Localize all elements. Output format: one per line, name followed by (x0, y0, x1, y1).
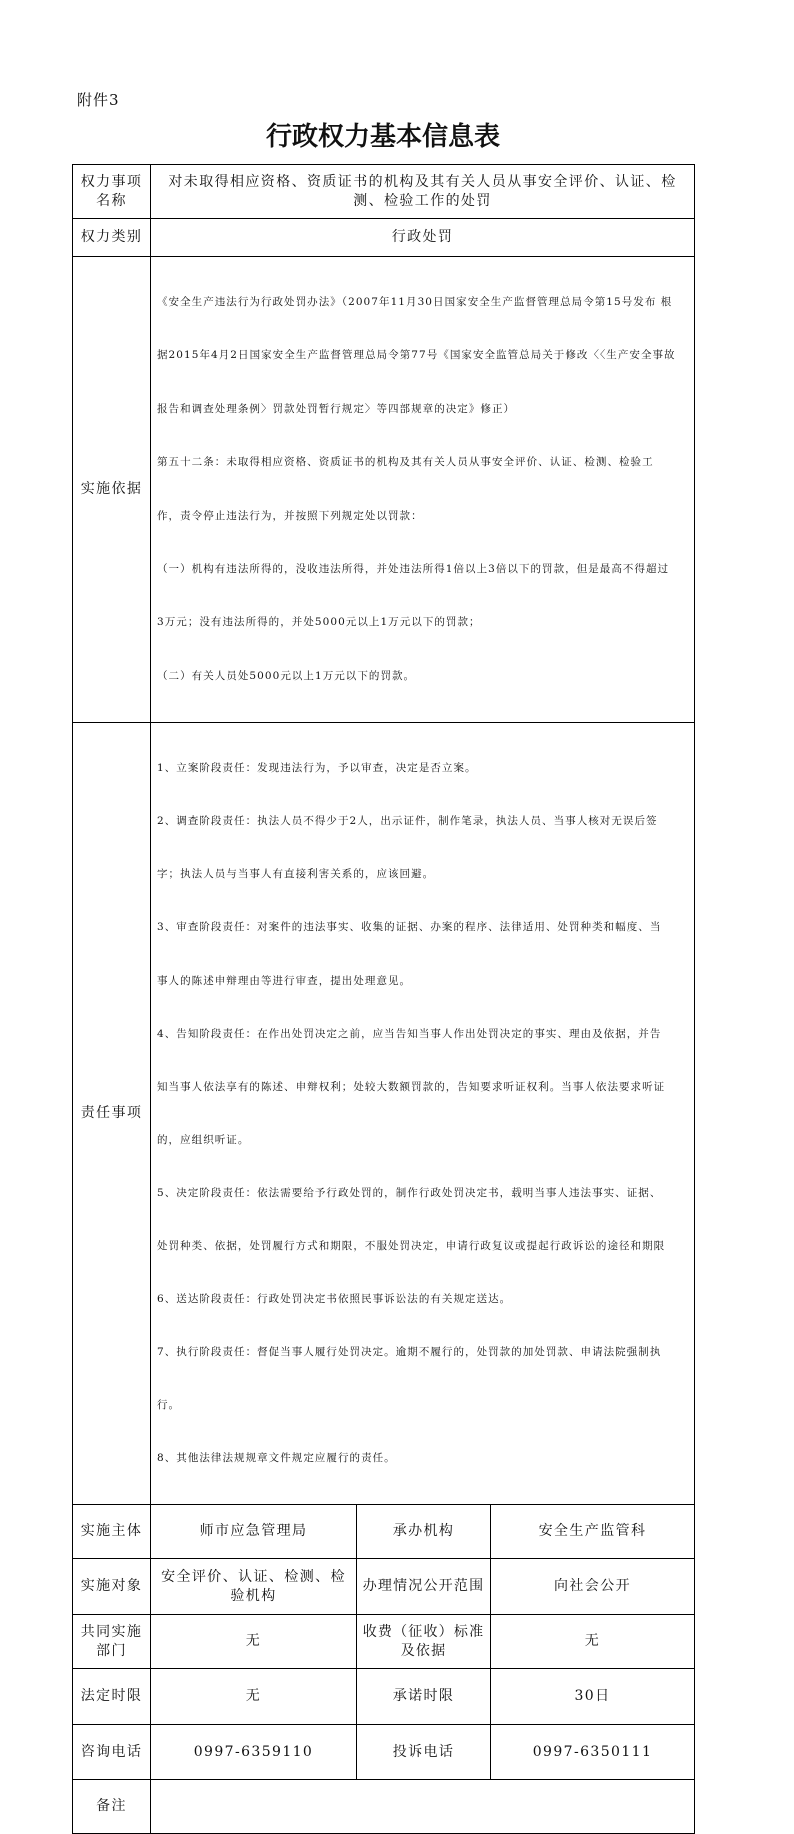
row-time-limits (73, 1669, 695, 1725)
responsibility-line: 1、立案阶段责任：发现违法行为，予以审查，决定是否立案。 (157, 762, 477, 775)
row-implementing-body (73, 1505, 695, 1559)
responsibility-line: 的，应组织听证。 (157, 1133, 250, 1146)
row-power-name (73, 165, 695, 219)
responsibility-line: 5、决定阶段责任：依法需要给予行政处罚的，制作行政处罚决定书，载明当事人违法事实、证据、 (157, 1186, 662, 1199)
power-name-value: 对未取得相应资格、资质证书的机构及其有关人员从事安全评价、认证、检 测、检验工作的处罚 (151, 165, 695, 219)
responsibility-line: 知当事人依法享有的陈述、申辩权利；处较大数额罚款的，告知要求听证权利。当事人依法要求听证 (157, 1080, 666, 1093)
statutory-limit-label: 法定时限 (73, 1669, 151, 1725)
legal-basis-label: 实施依据 (73, 257, 151, 723)
responsibility-line: 2、调查阶段责任：执法人员不得少于2人，出示证件，制作笔录，执法人员、当事人核对无误后签 (157, 815, 658, 828)
responsibility-line: 处罚种类、依据，处罚履行方式和期限，不服处罚决定，申请行政复议或提起行政诉讼的途径和期限 (157, 1239, 666, 1252)
row-target (73, 1559, 695, 1615)
responsibility-line: 4、告知阶段责任：在作出处罚决定之前，应当告知当事人作出处罚决定的事实、理由及依据，并告 (157, 1027, 662, 1040)
disclosure-scope-label: 办理情况公开范围 (357, 1559, 491, 1615)
remarks-label: 备注 (73, 1780, 151, 1834)
legal-basis-line: 报告和调查处理条例〉罚款处罚暂行规定〉等四部规章的决定》修正） (157, 402, 516, 415)
power-name-label: 权力事项 名称 (73, 165, 151, 219)
implementing-body-value: 师市应急管理局 (151, 1505, 357, 1559)
responsibility-line: 行。 (157, 1399, 181, 1412)
statutory-limit-value: 无 (151, 1669, 357, 1725)
legal-basis-line: 3万元；没有违法所得的，并处5000元以上1万元以下的罚款； (157, 616, 481, 629)
responsibility-line: 字；执法人员与当事人有直接利害关系的，应该回避。 (157, 868, 435, 881)
target-label: 实施对象 (73, 1559, 151, 1615)
legal-basis-line: 据2015年4月2日国家安全生产监督管理总局令第77号《国家安全监管总局关于修改〈〈生产安全事故 (157, 349, 676, 362)
fee-standard-value: 无 (491, 1615, 695, 1669)
handling-agency-value: 安全生产监管科 (491, 1505, 695, 1559)
legal-basis-text (151, 257, 695, 723)
power-info-table (72, 164, 695, 1834)
promised-limit-label: 承诺时限 (357, 1669, 491, 1725)
attachment-label: 附件3 (77, 91, 120, 109)
handling-agency-label: 承办机构 (357, 1505, 491, 1559)
responsibility-line: 7、执行阶段责任：督促当事人履行处罚决定。逾期不履行的，处罚款的加处罚款、申请法院强制执 (157, 1346, 662, 1359)
remarks-value (151, 1780, 695, 1834)
row-remarks (73, 1780, 695, 1834)
legal-basis-line: （一）机构有违法所得的，没收违法所得，并处违法所得1倍以上3倍以下的罚款，但是最高不得超过 (157, 562, 670, 575)
fee-standard-label: 收费（征收）标准 及依据 (357, 1615, 491, 1669)
legal-basis-line: 《安全生产违法行为行政处罚办法》（2007年11月30日国家安全生产监督管理总局令第15号发布 根 (157, 296, 673, 308)
complaint-phone-label: 投诉电话 (357, 1725, 491, 1780)
legal-basis-line: （二）有关人员处5000元以上1万元以下的罚款。 (157, 669, 416, 682)
page-title: 行政权力基本信息表 (265, 122, 500, 152)
row-joint-departments (73, 1615, 695, 1669)
responsibility-line: 6、送达阶段责任：行政处罚决定书依照民事诉讼法的有关规定送达。 (157, 1293, 512, 1306)
power-category-label: 权力类别 (73, 219, 151, 257)
row-power-category (73, 219, 695, 257)
legal-basis-line: 作，责令停止违法行为，并按照下列规定处以罚款： (157, 509, 423, 522)
joint-departments-label: 共同实施 部门 (73, 1615, 151, 1669)
legal-basis-line: 第五十二条：未取得相应资格、资质证书的机构及其有关人员从事安全评价、认证、检测、检验工 (157, 456, 654, 469)
row-responsibilities (73, 723, 695, 1505)
responsibility-line: 事人的陈述申辩理由等进行审查，提出处理意见。 (157, 974, 412, 987)
consult-phone-value: 0997-6359110 (151, 1725, 357, 1780)
promised-limit-value: 30日 (491, 1669, 695, 1725)
row-phones (73, 1725, 695, 1780)
responsibility-line: 3、审查阶段责任：对案件的违法事实、收集的证据、办案的程序、法律适用、处罚种类和幅度、当 (157, 921, 662, 934)
responsibility-line: 8、其他法律法规规章文件规定应履行的责任。 (157, 1452, 396, 1465)
responsibilities-text (151, 723, 695, 1505)
implementing-body-label: 实施主体 (73, 1505, 151, 1559)
joint-departments-value: 无 (151, 1615, 357, 1669)
disclosure-scope-value: 向社会公开 (491, 1559, 695, 1615)
row-legal-basis (73, 257, 695, 723)
power-category-value: 行政处罚 (151, 219, 695, 257)
consult-phone-label: 咨询电话 (73, 1725, 151, 1780)
target-value: 安全评价、认证、检测、检 验机构 (151, 1559, 357, 1615)
responsibilities-label: 责任事项 (73, 723, 151, 1505)
complaint-phone-value: 0997-6350111 (491, 1725, 695, 1780)
